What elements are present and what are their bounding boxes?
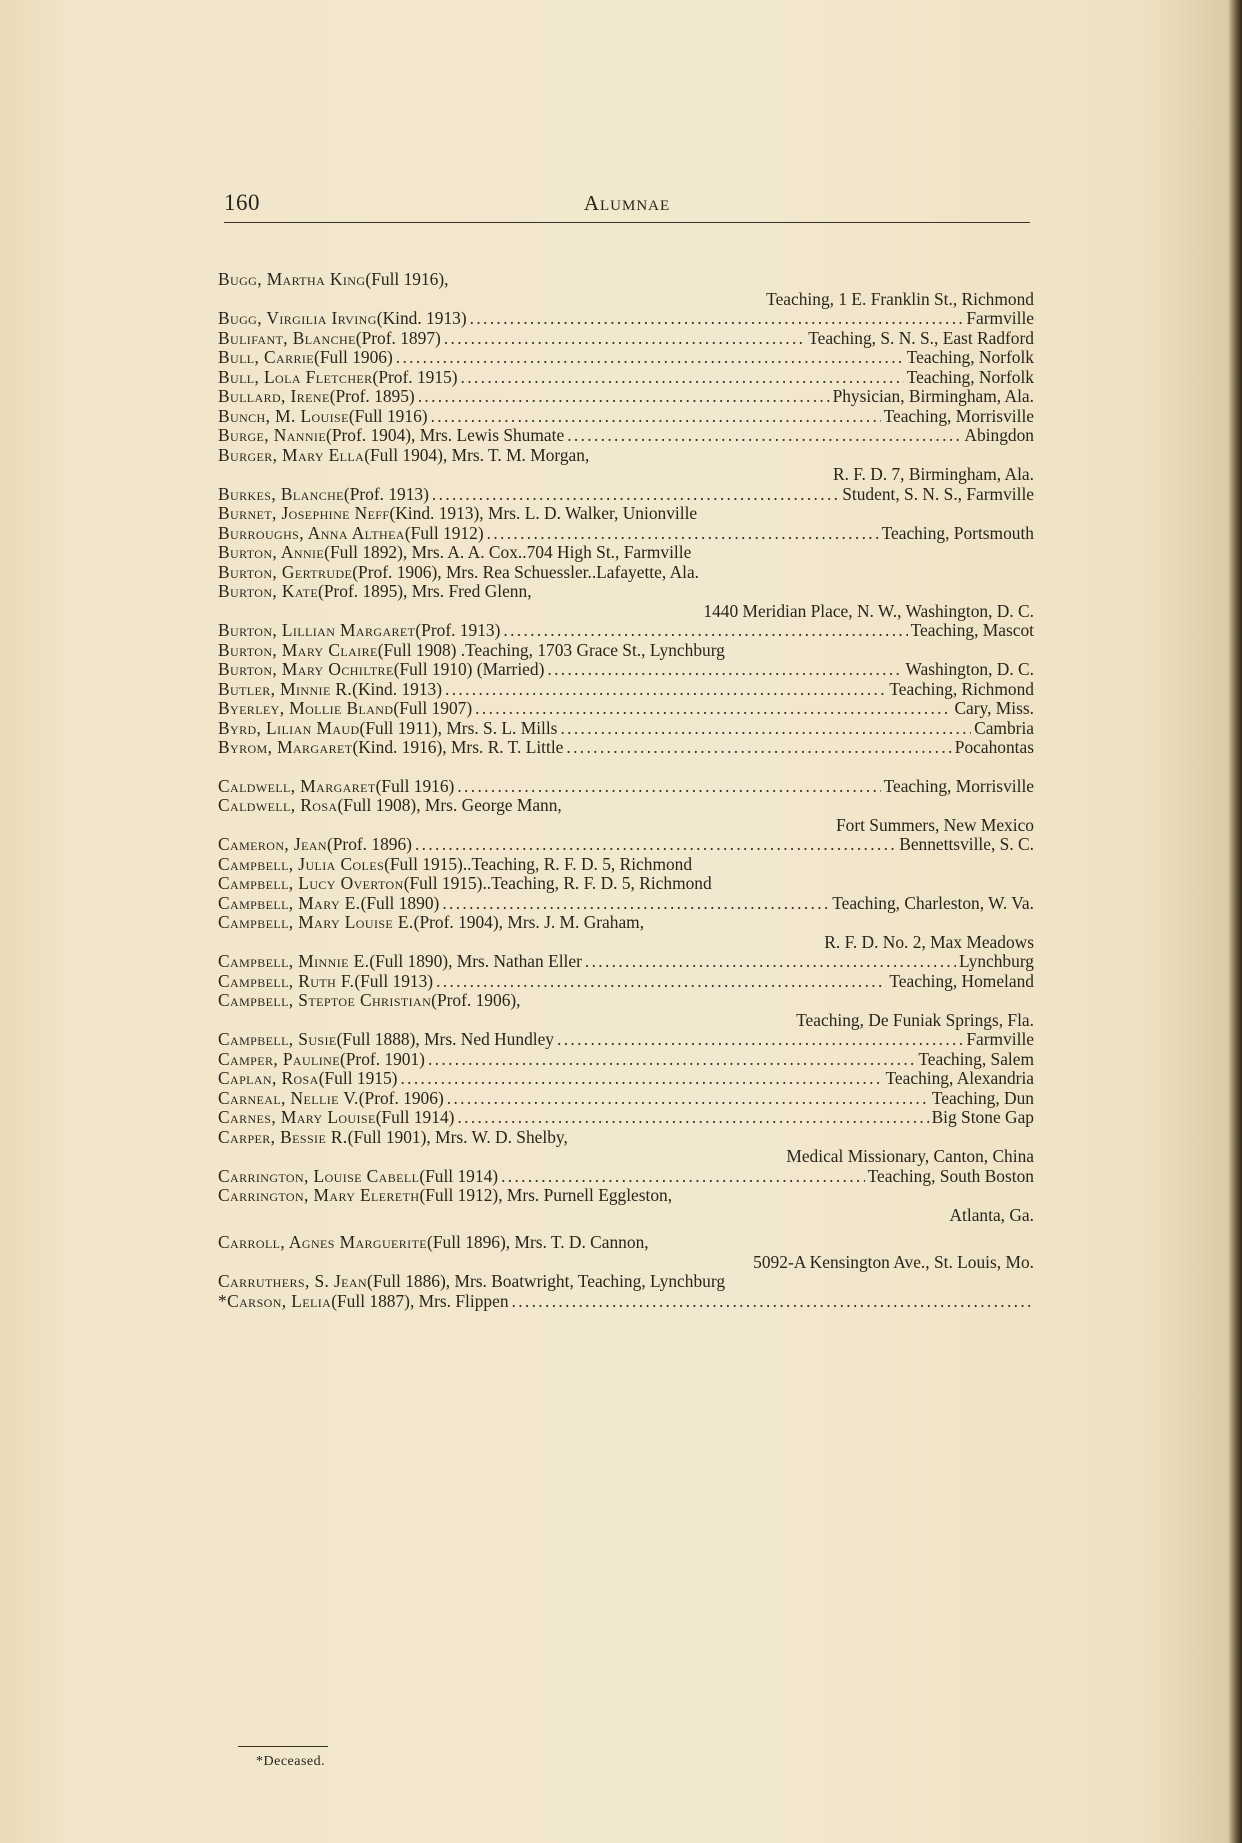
header-rule — [224, 222, 1030, 223]
entry-detail: (Full 1915)..Teaching, R. F. D. 5, Richmond — [384, 853, 693, 874]
dot-leader — [396, 348, 904, 368]
alumna-entry — [218, 387, 1034, 407]
alumna-name: Carroll, Agnes Marguerite — [218, 1232, 428, 1252]
alumna-entry — [218, 874, 1034, 894]
alumna-name: Caldwell, Rosa — [218, 795, 338, 815]
entry-detail: (Full 1913) — [354, 970, 434, 991]
entry-line — [218, 563, 1034, 583]
entry-line — [218, 582, 1034, 602]
entry-line — [218, 1233, 1034, 1253]
entry-detail: (Full 1914) — [375, 1107, 455, 1127]
alumna-name: Burger, Mary Ella — [218, 444, 365, 465]
alumna-entry — [218, 699, 1034, 719]
entry-detail: (Full 1911), Mrs. S. L. Mills — [359, 717, 558, 738]
entry-occupation-location: Bennettsville, S. C. — [899, 834, 1034, 854]
dot-leader — [557, 1030, 963, 1050]
entry-occupation-location: Farmville — [966, 308, 1034, 328]
alumna-name: Campbell, Mary Louise E. — [218, 912, 414, 932]
entry-line — [218, 407, 1034, 427]
entry-line — [218, 1050, 1034, 1070]
dot-leader — [432, 485, 839, 505]
entry-line — [218, 913, 1034, 933]
alumna-name: Campbell, Steptoe Christian — [218, 990, 432, 1010]
alumna-name: Caldwell, Margaret — [218, 775, 376, 796]
entry-line — [218, 641, 1034, 661]
entry-occupation-location: Teaching, Salem — [918, 1048, 1034, 1069]
alumna-entry — [218, 972, 1034, 992]
dot-leader — [444, 329, 805, 349]
alumna-entry — [218, 1167, 1034, 1187]
entry-detail: (Full 1908) .Teaching, 1703 Grace St., Lynchburg — [377, 639, 725, 660]
entry-detail: (Full 1912) — [404, 522, 484, 543]
page-number: 160 — [224, 190, 260, 215]
dot-leader — [560, 719, 971, 739]
dot-leader — [512, 1292, 1031, 1312]
entry-detail: (Prof. 1904), Mrs. J. M. Graham, — [413, 912, 645, 932]
alumna-name: Bugg, Martha King — [218, 269, 366, 289]
section-gap — [218, 758, 1034, 777]
entry-line — [218, 1089, 1034, 1109]
alumna-name: Bulifant, Blanche — [218, 327, 356, 348]
entry-line — [218, 329, 1034, 349]
alumna-entry — [218, 309, 1034, 329]
footnote-rule — [238, 1746, 328, 1747]
entry-occupation-location: Lynchburg — [958, 951, 1034, 971]
entry-line — [218, 1167, 1034, 1187]
alumna-name: Carruthers, S. Jean — [218, 1271, 368, 1291]
entry-occupation-location: Teaching, Norfolk — [906, 366, 1034, 387]
alumna-name: Bull, Carrie — [218, 347, 315, 367]
alumna-entry — [218, 855, 1034, 875]
alumna-name: Carrington, Mary Elereth — [218, 1185, 420, 1205]
entry-line — [218, 796, 1034, 816]
entry-line — [218, 777, 1034, 797]
entry-line — [218, 1186, 1034, 1206]
dot-leader — [415, 835, 896, 855]
entry-line — [218, 952, 1034, 972]
dot-leader — [566, 738, 951, 758]
entry-continuation: 1440 Meridian Place, N. W., Washington, D. C. — [703, 600, 1034, 621]
alumna-name: Carper, Bessie R. — [218, 1126, 348, 1147]
entry-line — [218, 738, 1034, 758]
alumnae-list — [218, 270, 1034, 1311]
entry-detail: (Full 1915) — [318, 1068, 398, 1088]
alumna-entry — [218, 835, 1034, 855]
alumna-entry — [218, 1089, 1034, 1109]
dot-leader — [461, 368, 904, 388]
entry-continuation: Teaching, De Funiak Springs, Fla. — [796, 1009, 1034, 1030]
entry-occupation-location: Teaching, Mascot — [910, 620, 1034, 640]
alumna-entry — [218, 582, 1034, 621]
alumna-entry — [218, 777, 1034, 797]
entry-detail: (Kind. 1916), Mrs. R. T. Little — [352, 737, 564, 757]
entry-detail: (Prof. 1895), Mrs. Fred Glenn, — [318, 581, 532, 601]
alumna-name: *Carson, Lelia — [218, 1290, 332, 1311]
alumna-entry — [218, 563, 1034, 583]
dot-leader — [447, 1089, 929, 1109]
dot-leader — [431, 407, 881, 427]
entry-detail: (Full 1910) (Married) — [393, 659, 545, 679]
entry-detail: (Kind. 1913), Mrs. L. D. Walker, Unionville — [389, 503, 698, 523]
entry-detail: (Prof. 1906), — [431, 990, 521, 1010]
entry-occupation-location: Farmville — [966, 1029, 1034, 1049]
entry-detail: (Full 1916) — [375, 775, 455, 796]
alumna-entry — [218, 543, 1034, 563]
entry-line — [218, 368, 1034, 388]
entry-occupation-location: Teaching, Charleston, W. Va. — [832, 892, 1034, 913]
alumna-entry — [218, 991, 1034, 1030]
alumna-name: Butler, Minnie R. — [218, 678, 353, 699]
entry-detail: (Full 1887), Mrs. Flippen — [331, 1290, 509, 1311]
page-edge-shadow — [1228, 0, 1242, 1843]
entry-detail: (Prof. 1906), Mrs. Rea Schuessler..Lafayette, Ala. — [352, 561, 700, 582]
alumna-name: Campbell, Mary E. — [218, 892, 361, 913]
alumna-entry — [218, 348, 1034, 368]
alumna-entry — [218, 913, 1034, 952]
entry-occupation-location: Teaching, Dun — [931, 1087, 1034, 1108]
alumna-name: Campbell, Lucy Overton — [218, 873, 404, 893]
alumna-name: Carnes, Mary Louise — [218, 1107, 376, 1127]
alumna-name: Burton, Kate — [218, 581, 319, 601]
entry-detail: (Full 1908), Mrs. George Mann, — [337, 795, 562, 815]
alumna-name: Burnet, Josephine Neff — [218, 503, 390, 523]
alumna-name: Carneal, Nellie V. — [218, 1087, 359, 1108]
entry-occupation-location: Teaching, Alexandria — [885, 1068, 1034, 1088]
entry-line — [218, 524, 1034, 544]
alumna-entry — [218, 1108, 1034, 1128]
entry-line — [218, 660, 1034, 680]
entry-line — [218, 680, 1034, 700]
entry-detail: (Prof. 1896) — [326, 834, 412, 854]
entry-occupation-location: Pocahontas — [954, 737, 1034, 757]
entry-occupation-location: Teaching, Morrisville — [883, 405, 1034, 426]
entry-line — [218, 504, 1034, 524]
dot-leader — [418, 387, 830, 407]
alumna-entry — [218, 1186, 1034, 1225]
alumna-entry — [218, 329, 1034, 349]
alumna-name: Burton, Mary Claire — [218, 639, 378, 660]
alumna-entry — [218, 738, 1034, 758]
dot-leader — [475, 699, 951, 719]
entry-detail: (Full 1904), Mrs. T. M. Morgan, — [364, 444, 590, 465]
entry-line — [218, 446, 1034, 466]
entry-detail: (Full 1886), Mrs. Boatwright, Teaching, Lynchburg — [367, 1271, 726, 1291]
entry-detail: (Kind. 1913) — [352, 678, 443, 699]
alumna-name: Campbell, Susie — [218, 1029, 337, 1049]
alumna-entry — [218, 1233, 1034, 1272]
entry-line — [218, 972, 1034, 992]
entry-detail: (Prof. 1901) — [339, 1048, 425, 1069]
alumna-entry — [218, 1128, 1034, 1167]
entry-detail: (Full 1915)..Teaching, R. F. D. 5, Richmond — [403, 873, 712, 893]
alumna-name: Burkes, Blanche — [218, 483, 344, 504]
entry-occupation-location: Teaching, Homeland — [889, 970, 1034, 991]
entry-occupation-location: Student, S. N. S., Farmville — [842, 483, 1034, 504]
entry-line — [218, 1108, 1034, 1128]
entry-occupation-location: Abingdon — [964, 425, 1034, 445]
entry-continuation: Medical Missionary, Canton, China — [786, 1146, 1034, 1166]
entry-line — [218, 543, 1034, 563]
alumna-name: Campbell, Minnie E. — [218, 951, 370, 971]
entry-occupation-location: Teaching, Norfolk — [906, 347, 1034, 367]
entry-occupation-location: Teaching, South Boston — [867, 1165, 1034, 1186]
alumna-name: Byrom, Margaret — [218, 737, 353, 757]
alumna-entry — [218, 660, 1034, 680]
entry-line — [218, 894, 1034, 914]
dot-leader — [428, 1050, 915, 1070]
alumna-entry — [218, 368, 1034, 388]
entry-line — [218, 348, 1034, 368]
dot-leader — [457, 1108, 928, 1128]
alumna-entry — [218, 641, 1034, 661]
entry-detail: (Full 1916) — [348, 405, 428, 426]
dot-leader — [436, 972, 886, 992]
alumna-entry — [218, 1069, 1034, 1089]
alumna-name: Bugg, Virgilia Irving — [218, 308, 377, 328]
alumna-name: Bunch, M. Louise — [218, 405, 349, 426]
entry-detail: (Full 1890) — [360, 892, 440, 913]
entry-line — [218, 387, 1034, 407]
entry-occupation-location: Physician, Birmingham, Ala. — [832, 386, 1034, 406]
footnote: *Deceased. — [256, 1754, 326, 1769]
entry-detail: (Full 1888), Mrs. Ned Hundley — [336, 1029, 555, 1049]
entry-detail: (Full 1914) — [419, 1165, 499, 1186]
alumna-entry — [218, 894, 1034, 914]
entry-detail: (Prof. 1904), Mrs. Lewis Shumate — [326, 425, 565, 445]
entry-occupation-location: Teaching, Richmond — [889, 678, 1034, 699]
entry-occupation-location: Cambria — [974, 717, 1034, 738]
alumna-name: Cameron, Jean — [218, 834, 327, 854]
entry-line — [218, 719, 1034, 739]
alumna-name: Camper, Pauline — [218, 1048, 340, 1069]
entry-continuation: R. F. D. 7, Birmingham, Ala. — [832, 464, 1034, 484]
alumna-name: Burge, Nannie — [218, 425, 327, 445]
dot-leader — [470, 309, 964, 329]
dot-leader — [442, 894, 829, 914]
entry-detail: (Full 1896), Mrs. T. D. Cannon, — [427, 1232, 649, 1252]
entry-line — [218, 835, 1034, 855]
dot-leader — [445, 680, 886, 700]
dot-leader — [457, 777, 880, 797]
alumna-name: Burroughs, Anna Althea — [218, 522, 405, 543]
dot-leader — [585, 952, 956, 972]
alumna-entry — [218, 952, 1034, 972]
entry-occupation-location: Cary, Miss. — [954, 698, 1034, 718]
entry-detail: (Prof. 1906) — [358, 1087, 444, 1108]
alumna-name: Bull, Lola Fletcher — [218, 366, 373, 387]
alumna-name: Carrington, Louise Cabell — [218, 1165, 420, 1186]
dot-leader — [400, 1069, 882, 1089]
entry-detail: (Full 1890), Mrs. Nathan Eller — [369, 951, 582, 971]
entry-detail: (Prof. 1913) — [415, 620, 501, 640]
entry-detail: (Full 1907) — [393, 698, 473, 718]
entry-occupation-location: Washington, D. C. — [905, 659, 1034, 679]
alumna-entry — [218, 719, 1034, 739]
alumna-name: Burton, Annie — [218, 542, 325, 562]
page-header — [224, 190, 1030, 220]
dot-leader — [503, 621, 907, 641]
entry-line — [218, 855, 1034, 875]
alumna-name: Byrd, Lilian Maud — [218, 717, 360, 738]
alumna-entry — [218, 270, 1034, 309]
entry-continuation: R. F. D. No. 2, Max Meadows — [824, 931, 1034, 952]
entry-line — [218, 1069, 1034, 1089]
entry-detail: (Full 1916), — [365, 269, 449, 289]
dot-leader — [547, 660, 902, 680]
alumna-name: Campbell, Julia Coles — [218, 853, 385, 874]
alumna-name: Burton, Lillian Margaret — [218, 620, 416, 640]
alumna-entry — [218, 1050, 1034, 1070]
entry-line — [218, 426, 1034, 446]
entry-line — [218, 991, 1034, 1011]
entry-detail: (Kind. 1913) — [376, 308, 467, 328]
entry-detail: (Full 1912), Mrs. Purnell Eggleston, — [419, 1185, 673, 1205]
alumna-entry — [218, 796, 1034, 835]
entry-occupation-location: Teaching, Morrisville — [883, 775, 1034, 796]
alumna-entry — [218, 446, 1034, 485]
alumna-entry — [218, 407, 1034, 427]
alumna-entry — [218, 1272, 1034, 1292]
entry-occupation-location: Teaching, S. N. S., East Radford — [808, 327, 1034, 348]
alumna-name: Caplan, Rosa — [218, 1068, 319, 1088]
alumna-entry — [218, 621, 1034, 641]
entry-occupation-location: Teaching, Portsmouth — [881, 522, 1034, 543]
dot-leader — [501, 1167, 865, 1187]
alumna-entry — [218, 426, 1034, 446]
entry-line — [218, 699, 1034, 719]
alumna-entry — [218, 485, 1034, 505]
entry-continuation: Fort Summers, New Mexico — [835, 814, 1034, 835]
entry-detail: (Full 1901), Mrs. W. D. Shelby, — [347, 1126, 568, 1147]
alumna-name: Burton, Gertrude — [218, 561, 353, 582]
entry-detail: (Full 1892), Mrs. A. A. Cox..704 High St., Farmville — [324, 542, 692, 562]
running-head: Alumnae — [583, 191, 671, 215]
entry-line — [218, 1030, 1034, 1050]
entry-continuation: Teaching, 1 E. Franklin St., Richmond — [766, 288, 1034, 309]
entry-detail: (Full 1906) — [314, 347, 393, 367]
alumna-name: Bullard, Irene — [218, 386, 330, 406]
alumna-entry — [218, 1030, 1034, 1050]
entry-line — [218, 485, 1034, 505]
alumna-name: Byerley, Mollie Bland — [218, 698, 394, 718]
entry-line — [218, 309, 1034, 329]
dot-leader — [567, 426, 961, 446]
entry-detail: (Prof. 1897) — [355, 327, 441, 348]
entry-line — [218, 1292, 1034, 1312]
entry-continuation: 5092-A Kensington Ave., St. Louis, Mo. — [753, 1251, 1034, 1272]
entry-continuation: Atlanta, Ga. — [949, 1204, 1034, 1225]
entry-occupation-location: Big Stone Gap — [931, 1107, 1034, 1127]
entry-line — [218, 874, 1034, 894]
alumna-name: Burton, Mary Ochiltre — [218, 659, 394, 679]
alumna-entry — [218, 524, 1034, 544]
entry-line — [218, 621, 1034, 641]
entry-detail: (Prof. 1895) — [329, 386, 415, 406]
entry-detail: (Prof. 1915) — [372, 366, 458, 387]
alumna-name: Campbell, Ruth F. — [218, 970, 355, 991]
dot-leader — [487, 524, 879, 544]
alumna-entry — [218, 680, 1034, 700]
alumna-entry — [218, 1292, 1034, 1312]
entry-detail: (Prof. 1913) — [343, 483, 429, 504]
alumna-entry — [218, 504, 1034, 524]
entry-line — [218, 1272, 1034, 1292]
entry-line — [218, 270, 1034, 290]
entry-line — [218, 1128, 1034, 1148]
